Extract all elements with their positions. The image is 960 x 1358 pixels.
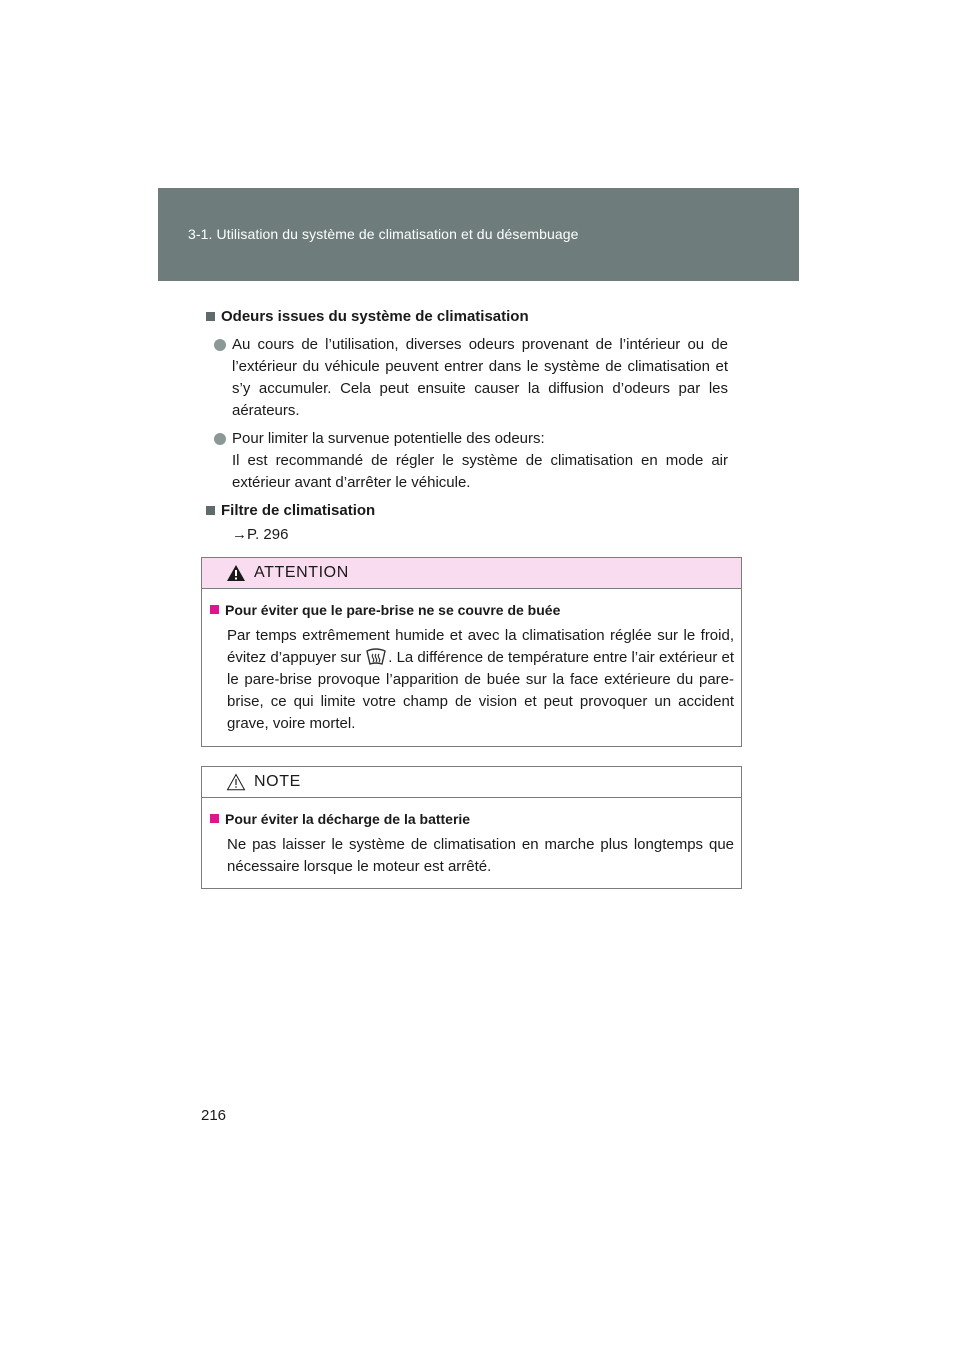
round-bullet-icon (214, 339, 226, 351)
warning-title (210, 599, 734, 621)
page-reference-link[interactable]: →P. 296 (232, 526, 289, 543)
page-number: 216 (201, 1107, 227, 1124)
warning-text-before: Par temps extrêmement humide et avec la climatisation réglée sur le froid, évitez d’appuyer sur (227, 627, 734, 666)
square-bullet-icon (210, 814, 219, 823)
square-bullet-icon (206, 312, 215, 321)
square-bullet-icon (210, 605, 219, 614)
list-item-text: Il est recommandé de régler le système de climatisation en mode air extérieur avant d’arrêter le véhicule. (232, 452, 728, 491)
windshield-defogger-icon (365, 648, 387, 666)
warning-header (202, 558, 741, 589)
list-item-text: Pour limiter la survenue potentielle des odeurs: (232, 430, 545, 447)
warning-text-after: . La différence de température entre l’air extérieur et le pare-brise provoque l’apparition de buée sur la face extérieure du pare-brise, ce qui limite votre champ de vision et peut provoquer un accident grave, voire mortel. (227, 649, 734, 732)
square-bullet-icon (206, 506, 215, 515)
section-heading-odeurs (206, 306, 728, 328)
main-content (206, 306, 728, 546)
list-item (214, 428, 728, 494)
warning-text (227, 625, 734, 735)
section-heading-filtre (206, 500, 728, 522)
list-item (214, 334, 728, 422)
section-title: Filtre de climatisation (221, 502, 376, 519)
warning-title-text: Pour éviter que le pare-brise ne se couvre de buée (225, 602, 561, 618)
section-title: Odeurs issues du système de climatisation (221, 308, 529, 325)
note-label: NOTE (254, 773, 301, 790)
chapter-title: 3-1. Utilisation du système de climatisation et du désembuage (188, 226, 579, 242)
note-text: Ne pas laisser le système de climatisation en marche plus longtemps que nécessaire lorsque le moteur est arrêté. (227, 836, 734, 875)
warning-box (201, 557, 742, 747)
round-bullet-icon (214, 433, 226, 445)
list-item-text: Au cours de l’utilisation, diverses odeurs provenant de l’intérieur ou de l’extérieur du véhicule peuvent entrer dans le système de climatisation et s’y accumuler. Cela peut ensuite causer la diffusion d’odeurs par les aérateurs. (232, 336, 728, 419)
note-title (210, 808, 734, 830)
caution-outline-icon (226, 773, 246, 791)
note-box (201, 766, 742, 889)
chapter-header-band (158, 188, 799, 281)
note-title-text: Pour éviter la décharge de la batterie (225, 811, 471, 827)
warning-label: ATTENTION (254, 564, 349, 581)
note-header (202, 767, 741, 798)
warning-triangle-icon (226, 564, 246, 582)
